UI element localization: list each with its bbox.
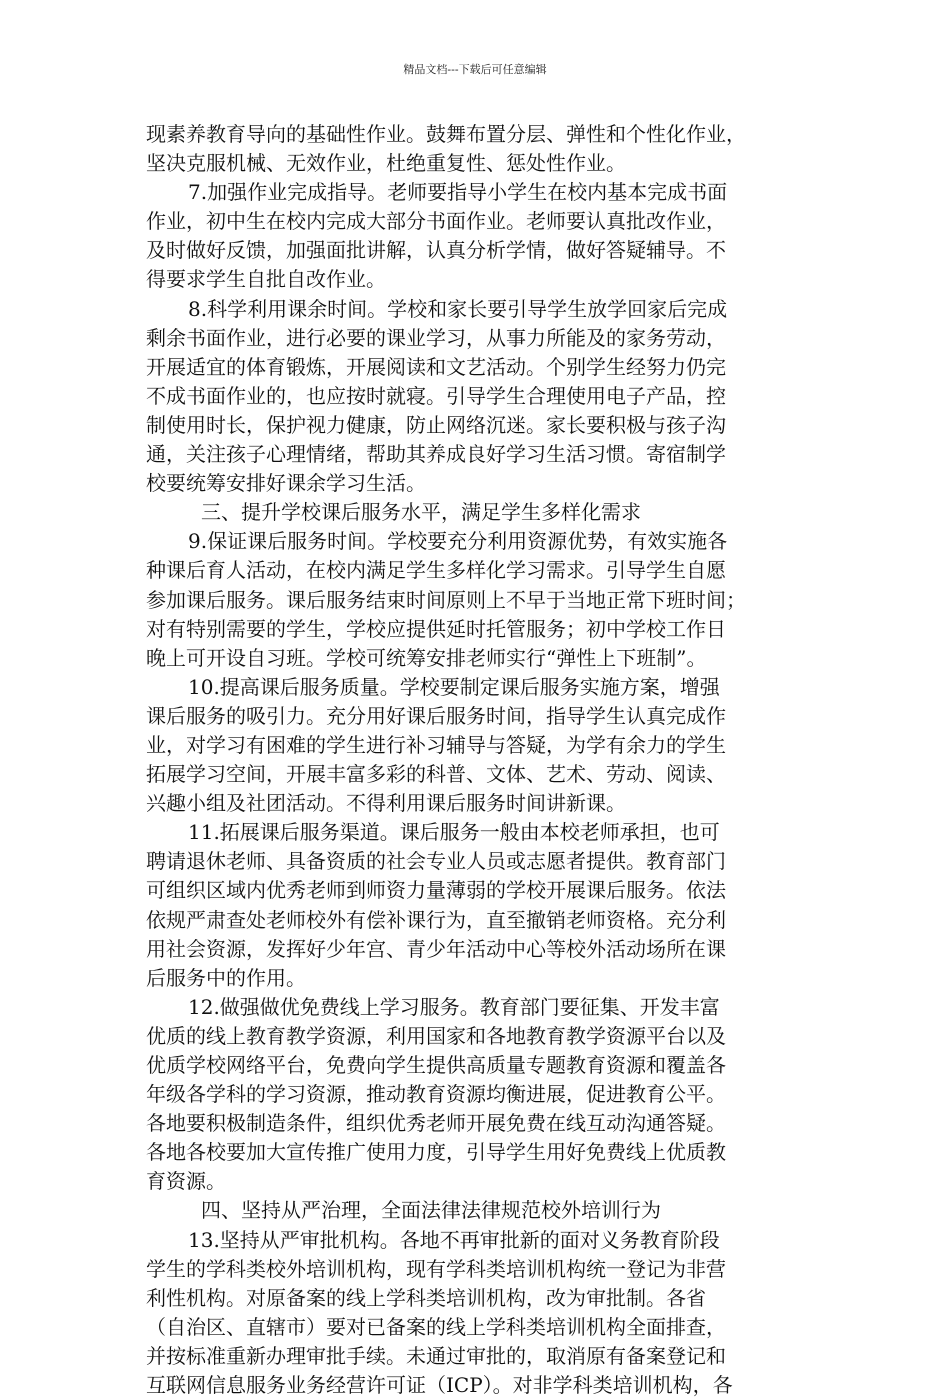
text-line: 聘请退休老师、具备资质的社会专业人员或志愿者提供。教育部门 [146, 849, 726, 874]
text-line: 优质学校网络平台，免费向学生提供高质量专题教育资源和覆盖各 [146, 1053, 726, 1077]
paragraph-start-line: 12.做强做优免费线上学习服务。教育部门要征集、开发丰富 [188, 994, 720, 1019]
text-line: （自治区、直辖市）要对已备案的线上学科类培训机构全面排查， [146, 1314, 726, 1339]
text-line: 并按标准重新办理审批手续。未通过审批的，取消原有备案登记和 [146, 1343, 726, 1368]
document-body [146, 120, 806, 1400]
text-line: 依规严肃查处老师校外有偿补课行为，直至撤销老师资格。充分利 [146, 907, 726, 932]
text-line: 优质的线上教育教学资源，利用国家和各地教育教学资源平台以及 [146, 1023, 726, 1048]
paragraph-start-line: 11.拓展课后服务渠道。课后服务一般由本校老师承担，也可 [188, 820, 720, 845]
paragraph-start-line: 7.加强作业完成指导。老师要指导小学生在校内基本完成书面 [188, 180, 728, 205]
paragraph-start-line: 9.保证课后服务时间。学校要充分利用资源优势，有效实施各 [188, 529, 728, 554]
text-line: 制使用时长，保护视力健康，防止网络沉迷。家长要积极与孩子沟 [146, 412, 726, 437]
text-line: 得要求学生自批自改作业。 [146, 267, 386, 292]
section-heading: 三、提升学校课后服务水平，满足学生多样化需求 [201, 500, 641, 525]
text-line: 校要统筹安排好课余学习生活。 [146, 471, 426, 496]
paragraph-start-line: 13.坚持从严审批机构。各地不再审批新的面对义务教育阶段 [188, 1227, 720, 1252]
text-line: 课后服务的吸引力。充分用好课后服务时间，指导学生认真完成作 [146, 703, 726, 728]
text-line: 通，关注孩子心理情绪，帮助其养成良好学习生活习惯。寄宿制学 [146, 442, 726, 467]
text-line: 拓展学习空间，开展丰富多彩的科普、文体、艺术、劳动、阅读、 [146, 762, 726, 787]
text-line: 互联网信息服务业务经营许可证（ICP）。对非学科类培训机构，各 [146, 1373, 733, 1398]
text-line: 后服务中的作用。 [146, 965, 306, 990]
text-line: 及时做好反馈，加强面批讲解，认真分析学情，做好答疑辅导。不 [146, 238, 726, 263]
text-line: 学生的学科类校外培训机构，现有学科类培训机构统一登记为非营 [146, 1256, 726, 1281]
page-header: 精品文档---下载后可任意编辑 [403, 63, 547, 76]
text-line: 年级各学科的学习资源，推动教育资源均衡进展，促进教育公平。 [146, 1082, 726, 1107]
text-line: 不成书面作业的，也应按时就寝。引导学生合理使用电子产品，控 [146, 383, 726, 408]
text-line: 育资源。 [146, 1169, 226, 1194]
text-line: 业，对学习有困难的学生进行补习辅导与答疑，为学有余力的学生 [146, 732, 726, 757]
text-line: 可组织区域内优秀老师到师资力量薄弱的学校开展课后服务。依法 [146, 878, 726, 903]
text-line: 现素养教育导向的基础性作业。鼓舞布置分层、弹性和个性化作业， [146, 122, 746, 146]
text-line: 参加课后服务。课后服务结束时间原则上不早于当地正常下班时间； [146, 587, 746, 612]
paragraph-start-line: 8.科学利用课余时间。学校和家长要引导学生放学回家后完成 [188, 296, 728, 321]
section-heading: 四、坚持从严治理，全面法律法律规范校外培训行为 [201, 1198, 661, 1223]
text-line: 种课后育人活动，在校内满足学生多样化学习需求。引导学生自愿 [146, 558, 726, 583]
text-line: 用社会资源，发挥好少年宫、青少年活动中心等校外活动场所在课 [146, 936, 726, 961]
text-line: 对有特别需要的学生，学校应提供延时托管服务；初中学校工作日 [146, 616, 726, 641]
text-line: 开展适宜的体育锻炼，开展阅读和文艺活动。个别学生经努力仍完 [146, 354, 726, 379]
text-line: 作业，初中生在校内完成大部分书面作业。老师要认真批改作业， [146, 209, 726, 234]
paragraph-start-line: 10.提高课后服务质量。学校要制定课后服务实施方案，增强 [188, 674, 720, 699]
text-line: 晚上可开设自习班。学校可统筹安排老师实行“弹性上下班制”。 [146, 645, 707, 670]
text-line: 坚决克服机械、无效作业，杜绝重复性、惩处性作业。 [146, 151, 626, 176]
text-line: 兴趣小组及社团活动。不得利用课后服务时间讲新课。 [146, 791, 626, 816]
text-line: 利性机构。对原备案的线上学科类培训机构，改为审批制。各省 [146, 1285, 706, 1310]
text-line: 各地各校要加大宣传推广使用力度，引导学生用好免费线上优质教 [146, 1140, 726, 1165]
text-line: 剩余书面作业，进行必要的课业学习，从事力所能及的家务劳动， [146, 325, 726, 350]
text-line: 各地要积极制造条件，组织优秀老师开展免费在线互动沟通答疑。 [146, 1111, 726, 1136]
